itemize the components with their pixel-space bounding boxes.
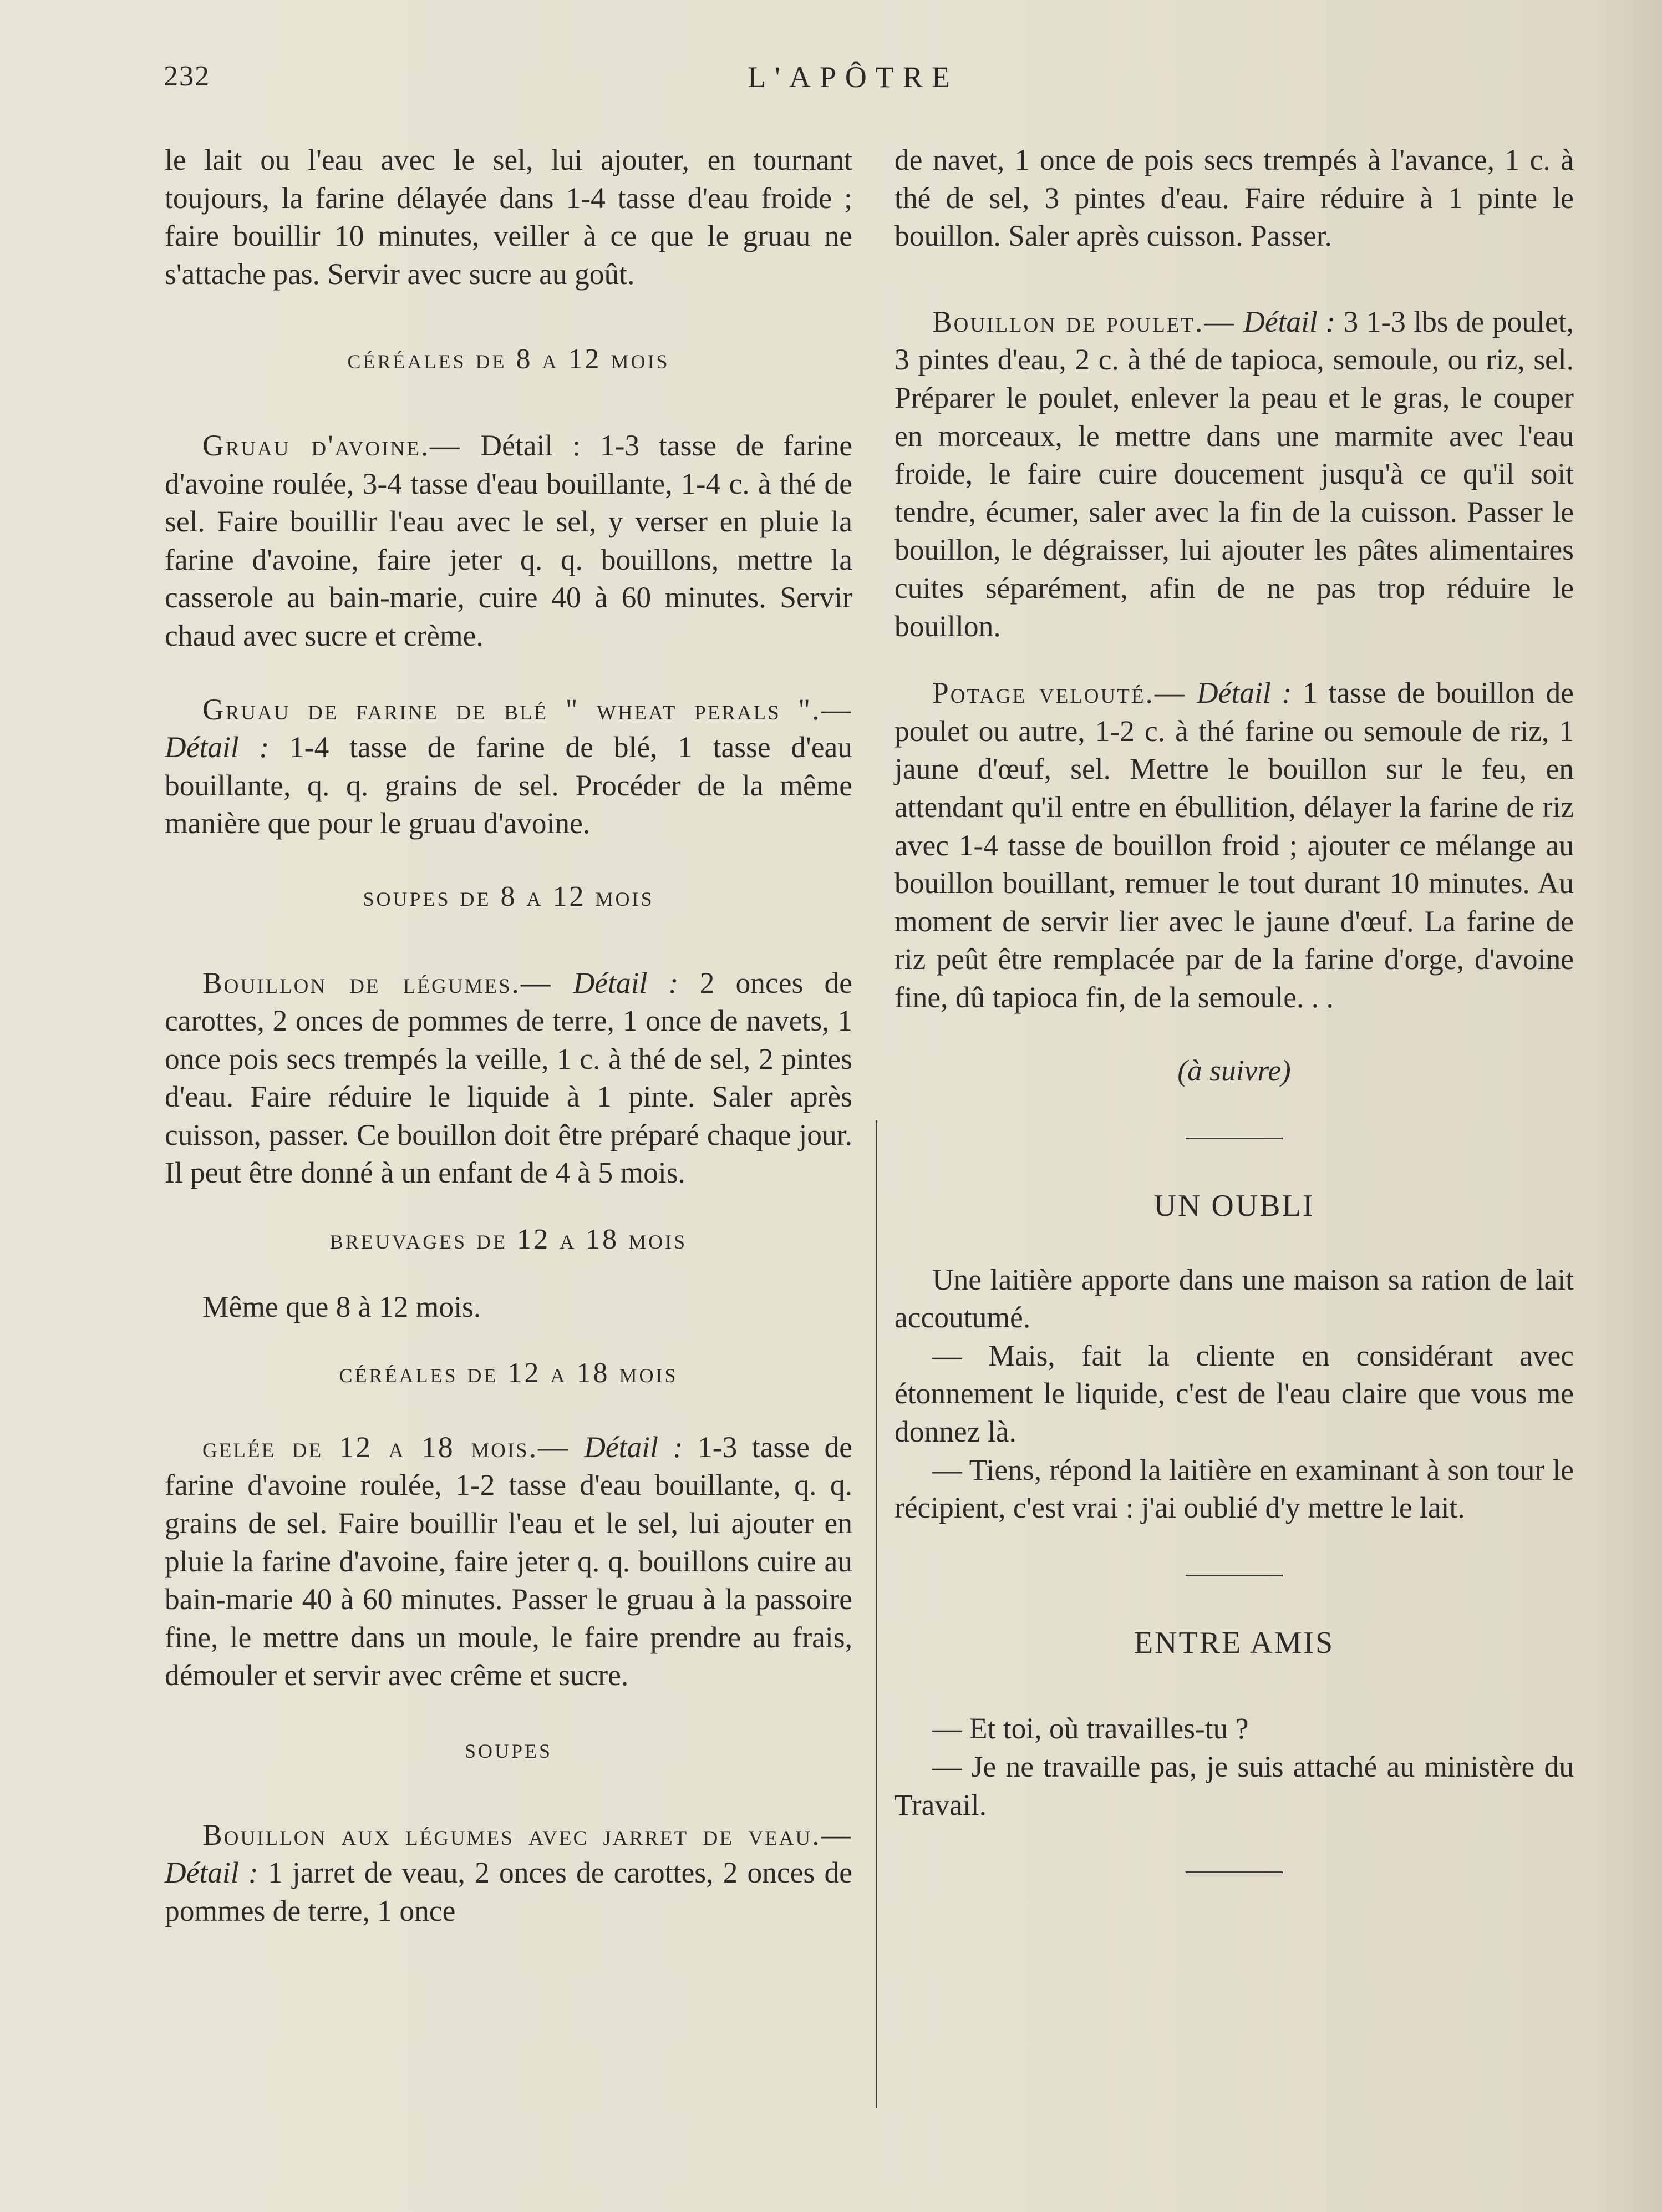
recipe-text: 1 jarret de veau, 2 onces de carottes, 2 onces de pommes de terre, 1 once bbox=[165, 1856, 852, 1927]
recipe-gelee bbox=[165, 1428, 852, 1694]
recipe-potage-veloute bbox=[894, 674, 1574, 1016]
detail-label: Détail : bbox=[573, 966, 679, 1000]
detail-label: Détail : bbox=[165, 730, 270, 764]
section-heading-cereales-12-18: céréales de 12 a 18 mois bbox=[339, 1357, 678, 1389]
recipe-text: 1-3 tasse de farine d'avoine roulée, 1-2 tasse d'eau bouillante, q. q. grains de sel. Faire bouillir l'eau et le sel, lui ajouter en pluie la farine d'avoine, faire jeter q. q. bouillons cuire au bain-marie 40 à 60 minutes. Passer le gruau à la passoire fine, le mettre dans un moule, le faire prendre au frais, démouler et servir avec crême et sucre. bbox=[165, 1430, 853, 1692]
recipe-bouillon-jarret bbox=[165, 1816, 852, 1930]
page-number: 232 bbox=[164, 60, 210, 92]
left-column bbox=[165, 141, 852, 1930]
section-heading-cereales-8-12: céréales de 8 a 12 mois bbox=[347, 343, 670, 376]
recipe-gruau-ble bbox=[165, 691, 852, 843]
paragraph-oubli-3: — Tiens, répond la laitière en examinant à son tour le récipient, c'est vrai : j'ai oublié d'y mettre le lait. bbox=[894, 1453, 1574, 1525]
section-title-un-oubli: UN OUBLI bbox=[1153, 1189, 1315, 1224]
detail-label: Détail : bbox=[1197, 676, 1292, 710]
a-suivre-note: (à suivre) bbox=[1177, 1054, 1291, 1088]
paragraph-oubli-1: Une laitière apporte dans une maison sa ration de lait accoutumé. bbox=[894, 1262, 1574, 1335]
recipe-text: 1-4 tasse de farine de blé, 1 tasse d'eau bouillante, q. q. grains de sel. Procéder de la même manière que pour le gruau d'avoine. bbox=[165, 730, 853, 840]
right-column bbox=[894, 141, 1574, 1873]
recipe-title: Potage velouté.— bbox=[932, 676, 1186, 710]
recipe-text: 1-3 tasse de farine d'avoine roulée, 3-4 tasse d'eau bouillante, 1-4 c. à thé de sel. Faire bouillir l'eau avec le sel, y verser en pluie la farine d'avoine, faire jeter q. q. bouillons, mettre la casserole au bain-marie, cuire 40 à 60 minutes. Servir chaud avec sucre et crème. bbox=[165, 428, 853, 652]
recipe-gruau-avoine bbox=[165, 427, 852, 655]
recipe-title: Bouillon de poulet.— bbox=[932, 305, 1236, 338]
section-heading-soupes: soupes bbox=[464, 1733, 553, 1764]
detail-label: Détail : bbox=[165, 1856, 258, 1890]
detail-label: Détail : bbox=[1243, 305, 1336, 338]
recipe-title: Bouillon aux légumes avec jarret de veau.— bbox=[202, 1818, 852, 1851]
journal-title: L'APÔTRE bbox=[748, 60, 959, 94]
recipe-title: Gruau de farine de blé " wheat perals ".— bbox=[202, 692, 852, 726]
separator-rule bbox=[1186, 1871, 1283, 1873]
recipe-text: 1 tasse de bouillon de poulet ou autre, 1-2 c. à thé farine ou semoule de riz, 1 jaune d'œuf, sel. Mettre le bouillon sur le feu, en attendant qu'il entre en ébullition, délayer la farine de riz avec 1-4 tasse de bouillon froid ; ajouter ce mélange au bouillon bouillant, remuer le tout durant 10 minutes. Au moment de servir lier avec le jaune d'œuf. La farine de riz peût être remplacée par de la farine d'orge, d'avoine fine, dû tapioca fin, de la semoule. . . bbox=[894, 676, 1574, 1014]
recipe-bouillon-legumes bbox=[165, 964, 852, 1193]
recipe-text: 3 1-3 lbs de poulet, 3 pintes d'eau, 2 c. à thé de tapioca, semoule, ou riz, sel. Préparer le poulet, enlever la peau et le gras, le couper en morceaux, le mettre dans une marmite avec l'eau froide, le faire cuire doucement jusqu'à ce qu'il soit tendre, écumer, saler avec la fin de la cuisson. Passer le bouillon, le dégraisser, lui ajouter les pâtes alimentaires cuites séparément, afin de ne pas trop réduire le bouillon. bbox=[894, 305, 1574, 643]
section-title-entre-amis: ENTRE AMIS bbox=[1134, 1625, 1335, 1660]
paragraph-continued: de navet, 1 once de pois secs trempés à l'avance, 1 c. à thé de sel, 3 pintes d'eau. Faire réduire à 1 pinte le bouillon. Saler après cuisson. Passer. bbox=[894, 143, 1574, 253]
paragraph-oubli-2: — Mais, fait la cliente en considérant avec étonnement le liquide, c'est de l'eau claire que vous me donnez là. bbox=[894, 1338, 1574, 1449]
detail-label: Détail : bbox=[480, 428, 581, 462]
section-heading-breuvages-12-18: breuvages de 12 a 18 mois bbox=[329, 1224, 688, 1256]
detail-label: Détail : bbox=[584, 1430, 683, 1464]
paragraph-amis-2: — Je ne travaille pas, je suis attaché au ministère du Travail. bbox=[894, 1750, 1574, 1822]
recipe-title: Bouillon de légumes.— bbox=[202, 966, 552, 1000]
recipe-bouillon-poulet bbox=[894, 303, 1574, 645]
recipe-text: 2 onces de carottes, 2 onces de pommes de terre, 1 once de navets, 1 once pois secs trempés la veille, 1 c. à thé de sel, 2 pintes d'eau. Faire réduire le liquide à 1 pinte. Saler après cuisson, passer. Ce bouillon doit être préparé chaque jour. Il peut être donné à un enfant de 4 à 5 mois. bbox=[165, 966, 853, 1190]
paragraph-amis-1: — Et toi, où travailles-tu ? bbox=[932, 1712, 1249, 1746]
recipe-title: gelée de 12 a 18 mois.— bbox=[202, 1430, 570, 1464]
paragraph-meme-que: Même que 8 à 12 mois. bbox=[202, 1290, 481, 1323]
running-head bbox=[0, 60, 1662, 104]
column-divider bbox=[876, 1120, 877, 2108]
paragraph-continued: le lait ou l'eau avec le sel, lui ajouter, en tournant toujours, la farine délayée dans 1-4 tasse d'eau froide ; faire bouillir 10 minutes, veiller à ce que le gruau ne s'attache pas. Servir avec sucre au goût. bbox=[165, 143, 852, 291]
section-heading-soupes-8-12: soupes de 8 a 12 mois bbox=[363, 880, 654, 912]
recipe-title: Gruau d'avoine.— bbox=[202, 428, 461, 462]
